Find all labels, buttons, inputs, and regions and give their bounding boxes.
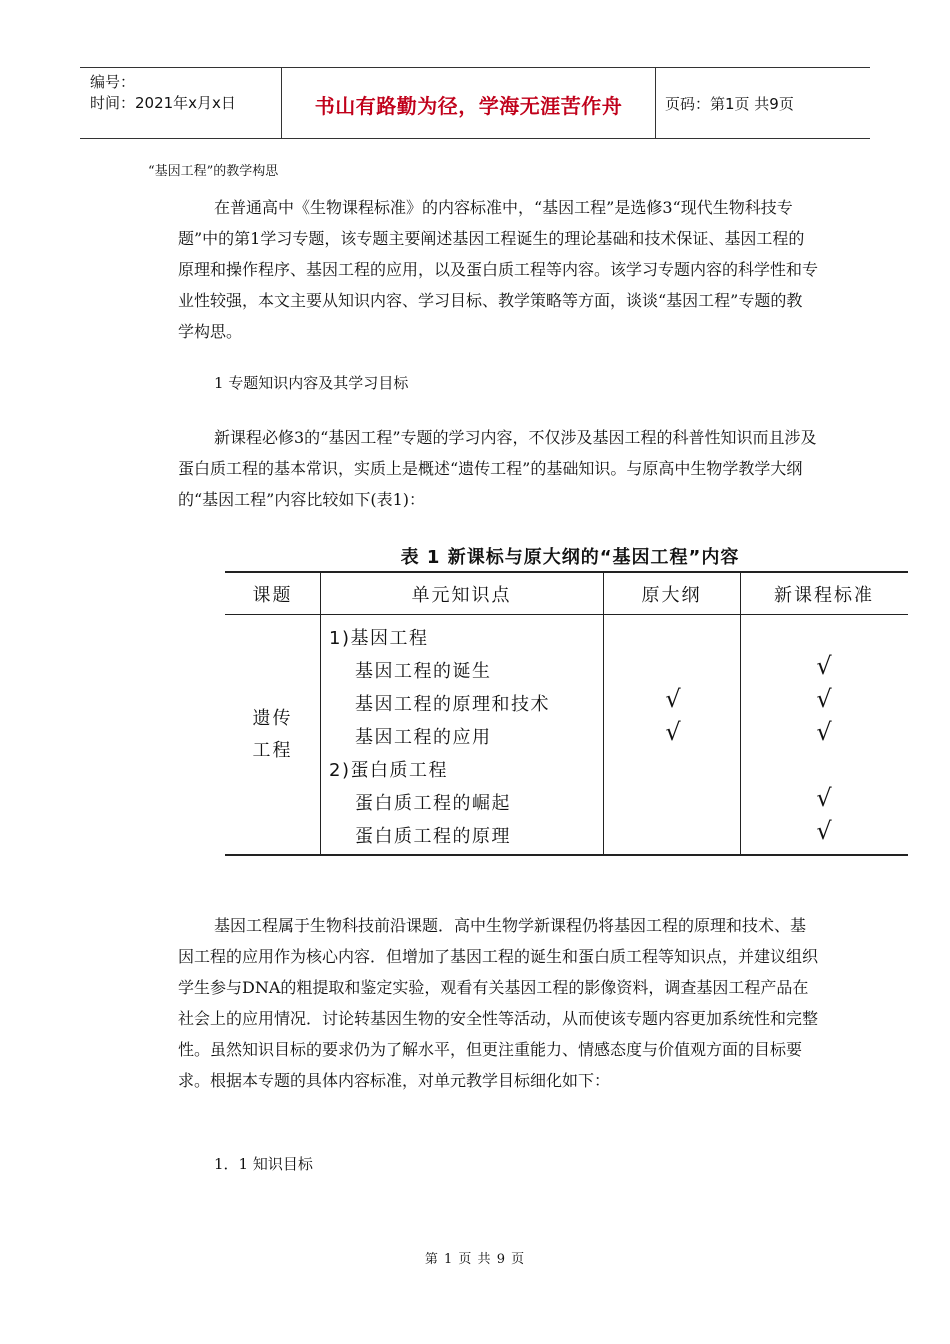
table-header-old-syllabus: 原大纲: [641, 585, 702, 606]
section-paragraph: 新课程必修3的“基因工程”专题的学习内容，不仅涉及基因工程的科普性知识而且涉及蛋白质工程的基本常识，实质上是概述“遗传工程”的基础知识。与原高中生物学教学大纲的“基因工程”内容比较如下(表1)：: [178, 428, 817, 509]
header-divider: [655, 68, 656, 138]
table-knowledge-point: 基因工程的应用: [355, 727, 492, 748]
table-topic-cell: [225, 703, 320, 767]
table-check-new: √: [816, 685, 832, 713]
table-title: 表 1 新课标与原大纲的“基因工程”内容: [400, 547, 740, 568]
header-motto: 书山有路勤为径，学海无涯苦作舟: [314, 94, 623, 118]
header-number-label: 编号：: [90, 73, 136, 91]
subsection-heading: 1．1 知识目标: [214, 1155, 313, 1173]
table-header-new-standard: 新课程标准: [774, 585, 874, 606]
page-header: [80, 67, 870, 139]
table-knowledge-point: 基因工程的诞生: [355, 661, 492, 682]
table-check-new: √: [816, 817, 832, 845]
table-check-old: √: [665, 685, 681, 713]
table-column-rule: [320, 573, 321, 854]
table-column-rule: [603, 573, 604, 854]
header-page-label: 页码：第1页 共9页: [665, 95, 794, 113]
intro-paragraph: 在普通高中《生物课程标准》的内容标准中，“基因工程”是选修3“现代生物科技专题”中的第1学习专题，该专题主要阐述基因工程诞生的理论基础和技术保证、基因工程的原理和操作程序、基因工程的应用，以及蛋白质工程等内容。该学习专题内容的科学性和专业性较强，本文主要从知识内容、学习目标、教学策略等方面，谈谈“基因工程”专题的教学构思。: [178, 198, 819, 341]
body-paragraph: 基因工程属于生物科技前沿课题．高中生物学新课程仍将基因工程的原理和技术、基因工程的应用作为核心内容．但增加了基因工程的诞生和蛋白质工程等知识点，并建议组织学生参与DNA的粗提取和鉴定实验，观看有关基因工程的影像资料，调查基因工程产品在社会上的应用情况．讨论转基因生物的安全性等活动，从而使该专题内容更加系统性和完整性。虽然知识目标的要求仍为了解水平，但更注重能力、情感态度与价值观方面的目标要求。根据本专题的具体内容标准，对单元教学目标细化如下：: [178, 916, 819, 1090]
section-heading: 1 专题知识内容及其学习目标: [214, 374, 409, 392]
table-knowledge-point: 1)基因工程: [329, 628, 429, 649]
document-title: “基因工程”的教学构思: [148, 164, 279, 179]
table-knowledge-point: 蛋白质工程的原理: [355, 826, 511, 847]
table-knowledge-point: 基因工程的原理和技术: [355, 694, 550, 715]
table-header-rule: [225, 614, 908, 615]
table-check-new: √: [816, 718, 832, 746]
table-topic-line: 遗传: [252, 708, 293, 729]
page-footer: 第 1 页 共 9 页: [424, 1252, 526, 1267]
table-check-old: √: [665, 718, 681, 746]
table-check-new: √: [816, 784, 832, 812]
comparison-table: [225, 571, 908, 856]
table-header-knowledge-point: 单元知识点: [411, 585, 512, 606]
table-column-rule: [740, 573, 741, 854]
table-header-topic: 课题: [252, 585, 293, 606]
header-meta: [90, 72, 236, 114]
table-knowledge-point: 2)蛋白质工程: [329, 760, 448, 781]
table-check-new: √: [816, 652, 832, 680]
table-knowledge-point: 蛋白质工程的崛起: [355, 793, 511, 814]
header-time-label: 时间：2021年x月x日: [90, 94, 236, 112]
table-topic-line: 工程: [252, 740, 293, 761]
